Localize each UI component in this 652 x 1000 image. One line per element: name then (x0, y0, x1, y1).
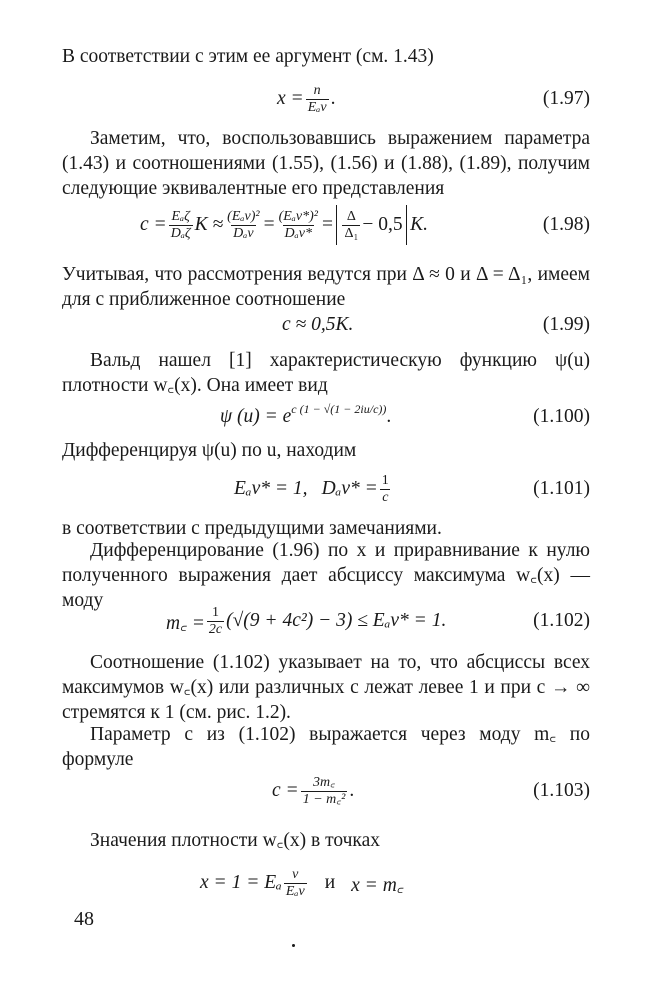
eq98-fraction-1 (169, 209, 193, 242)
paragraph-5: Дифференцируя ψ(u) по u, находим (62, 440, 357, 461)
eq98-f4-num: Δ (346, 208, 356, 224)
eq97-numerator: n (313, 82, 321, 98)
eq98-number: (1.98) (542, 214, 590, 235)
paragraph-4: Вальд нашел [1] характеристическую функцию ψ(u) плотности w꜀(x). Она имеет вид (62, 350, 590, 396)
eq100-tail: . (386, 406, 392, 427)
equation-1-99 (62, 302, 590, 348)
points-part1: x = 1 = Eₐ (200, 872, 282, 893)
eq98-tail: K. (410, 214, 428, 235)
eq103-lhs: c = (272, 780, 299, 801)
eq98-fraction-3 (277, 209, 320, 242)
eq98-k1: K ≈ (194, 214, 224, 235)
eq101-denominator: c (382, 489, 389, 505)
eq100-lhs: ψ (u) = e (220, 406, 292, 427)
eq97-lhs: x = (277, 88, 304, 109)
eq98-fraction-2 (225, 209, 261, 242)
eq103-tail: . (349, 780, 355, 801)
equation-1-102 (62, 598, 590, 644)
eq101-part1: Eₐν* = 1, (234, 478, 308, 499)
eq102-lhs: m꜀ = (166, 612, 205, 634)
eq99-number: (1.99) (542, 314, 590, 335)
eq98-f3-den: Dₐν* (284, 225, 312, 241)
abs-bar-right (406, 205, 408, 245)
eq98-mid: − 0,5 (362, 214, 403, 235)
paragraph-6: в соответствии с предыдущими замечаниями. (62, 518, 442, 539)
paragraph-1: В соответствии с этим ее аргумент (см. 1.43) (62, 46, 434, 67)
eq98-eq2: = (321, 214, 333, 235)
eq103-denominator: 1 − m꜀² (302, 791, 346, 807)
eq102-rest: (√(9 + 4c²) − 3) ≤ Eₐν* = 1. (226, 610, 447, 631)
eq102-fraction (207, 605, 224, 638)
points-conj: и (324, 872, 336, 893)
eq98-f4-den: Δ₁ (344, 225, 359, 241)
equation-1-101 (62, 466, 590, 512)
points-denominator: Eₐν (285, 883, 305, 899)
equation-1-103 (62, 768, 590, 814)
eq103-fraction (301, 775, 348, 808)
paragraph-10: Значения плотности w꜀(x) в точках (90, 830, 381, 851)
eq98-f2-den: Dₐν (233, 225, 254, 241)
eq97-denominator: Eₐν (307, 99, 327, 115)
eq98-f1-den: Dₐζ (170, 225, 191, 241)
eq99-body: c ≈ 0,5K. (282, 314, 354, 335)
eq98-fraction-4 (342, 209, 360, 242)
paragraph-3: Учитывая, что рассмотрения ведутся при Δ ≈ 0 и Δ = Δ₁, имеем для c приближенное соотношение (62, 264, 590, 310)
eq98-f3-num: (Eₐν*)² (278, 208, 318, 224)
eq98-lhs: c = (140, 214, 167, 235)
eq98-eq1: = (263, 214, 275, 235)
eq97-tail: . (330, 88, 336, 109)
paragraph-8: Соотношение (1.102) указывает на то, что абсциссы всех максимумов w꜀(x) или различных c лежат левее 1 и при c → ∞ стремятся к 1 (см. рис. 1.2). (62, 652, 590, 723)
eq101-fraction (380, 473, 391, 506)
eq102-denominator: 2c (208, 621, 223, 637)
points-fraction (284, 867, 307, 900)
eq100-number: (1.100) (533, 406, 590, 427)
eq100-exponent: c (1 − √(1 − 2iu/c)) (291, 401, 387, 416)
eq101-part2: Dₐν* = (321, 478, 378, 499)
eq101-number: (1.101) (533, 478, 590, 499)
eq97-fraction (306, 83, 329, 116)
eq103-numerator: 3m꜀ (313, 774, 335, 790)
eq98-f2-num: (Eₐν)² (227, 208, 260, 224)
points-numerator: ν (292, 866, 299, 882)
eq98-f1-num: Eₐζ (171, 208, 190, 224)
points-part2: x = m꜀ (351, 874, 404, 896)
equation-1-100 (62, 394, 590, 440)
equation-points (62, 860, 590, 906)
paragraph-9: Параметр c из (1.102) выражается через моду m꜀ по формуле (62, 724, 590, 770)
equation-1-97 (62, 76, 590, 122)
abs-bar-left (336, 205, 338, 245)
page-number: 48 (74, 908, 94, 930)
paragraph-7: Дифференцирование (1.96) по x и приравнивание к нулю полученного выражения дает абсциссу максимума w꜀(x) — моду (62, 540, 590, 611)
eq102-numerator: 1 (211, 604, 219, 620)
paragraph-2: Заметим, что, воспользовавшись выражением параметра (1.43) и соотношениями (1.55), (1.56) и (1.88), (1.89), получим следующие эквивалентные его представления (62, 128, 590, 199)
equation-1-98 (62, 202, 590, 248)
print-speck (292, 944, 295, 947)
eq102-number: (1.102) (533, 610, 590, 631)
eq97-number: (1.97) (542, 88, 590, 109)
eq101-numerator: 1 (381, 472, 389, 488)
eq103-number: (1.103) (533, 780, 590, 801)
